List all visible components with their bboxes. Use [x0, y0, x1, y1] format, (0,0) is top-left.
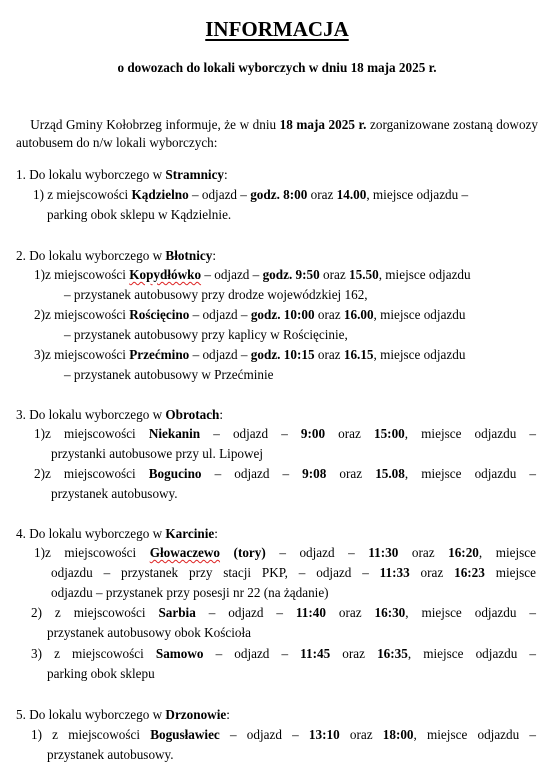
route-place-label: , miejsce odjazdu: [378, 267, 471, 282]
route-line: [31, 646, 536, 662]
route-time-2: 18:00: [382, 727, 414, 742]
route-place-label: miejsce: [484, 565, 536, 580]
route-time-1: godz. 10:15: [250, 347, 315, 362]
route-time-2: 14.00: [336, 187, 367, 202]
route-time-2: 16.15: [343, 347, 374, 362]
route-time-2: 16:30: [374, 605, 406, 620]
route-town: Rościęcino: [129, 307, 190, 322]
route-depart: – odjazd –: [201, 466, 303, 481]
route-line: [34, 545, 536, 561]
route-and: oraz: [326, 466, 376, 481]
route-place-label: , miejsce: [478, 545, 537, 560]
route-prefix: 1)z miejscowości: [34, 545, 150, 560]
route-and: oraz: [319, 267, 350, 282]
route-time-1: 9:00: [300, 426, 326, 441]
route-and: oraz: [330, 646, 378, 661]
route-depart: – odjazd –: [203, 646, 301, 661]
route-and: oraz: [314, 307, 344, 322]
route-town: Bogusławiec: [150, 727, 220, 742]
route-place-label: , miejsce odjazdu: [373, 307, 466, 322]
route-place-label: , miejsce odjazdu –: [407, 646, 537, 661]
route-and: oraz: [339, 727, 383, 742]
route-town: Kopydłówko: [129, 267, 202, 282]
route-prefix: 2)z miejscowości: [34, 307, 130, 322]
route-time-2: 15.50: [349, 267, 379, 282]
document-subtitle: o dowozach do lokali wyborczych w dniu 18 maja 2025 r.: [117, 60, 437, 75]
section-heading: [16, 167, 228, 183]
route-time-1: 11:30: [368, 545, 399, 560]
heading-suffix: :: [212, 248, 216, 263]
heading-suffix: :: [226, 707, 230, 722]
route-time-1: godz. 9:50: [262, 267, 320, 282]
route-and: oraz: [325, 605, 375, 620]
route-place-label: , miejsce odjazdu –: [404, 466, 536, 481]
route-time-3: 11:33: [379, 565, 410, 580]
route-and: oraz: [325, 426, 374, 441]
heading-place: Karcinie: [165, 526, 215, 541]
route-time-2: 16:20: [448, 545, 479, 560]
route-time-4: 16:23: [454, 565, 485, 580]
section-heading: [16, 248, 216, 264]
route-depart: – odjazd –: [189, 307, 251, 322]
route-time-2: 15:00: [373, 426, 405, 441]
route-and: oraz: [409, 565, 455, 580]
route-time-2: 16.00: [343, 307, 374, 322]
heading-suffix: :: [219, 407, 224, 422]
route-place-label: , miejsce odjazdu: [373, 347, 466, 362]
route-line: [31, 605, 536, 621]
intro-text-end: zorganizowane zostaną dowozy autobusem do n/w lokali wyborczych:: [16, 117, 538, 150]
route-prefix: 3)z miejscowości: [34, 347, 130, 362]
document-title: INFORMACJA: [205, 17, 349, 41]
route-place: przystanek autobusowy obok Kościoła: [47, 625, 252, 640]
route-town: Głowaczewo: [149, 545, 221, 560]
route-place: przystanek autobusowy.: [47, 747, 174, 762]
heading-prefix: 1. Do lokalu wyborczego w: [16, 167, 166, 182]
route-time-1: godz. 8:00: [250, 187, 308, 202]
route-line: [34, 466, 536, 482]
route-town: Sarbia: [158, 605, 196, 620]
intro-paragraph: [16, 116, 538, 152]
heading-place: Błotnicy: [165, 248, 213, 263]
route-prefix: 3) z miejscowości: [31, 646, 156, 661]
heading-prefix: 4. Do lokalu wyborczego w: [16, 526, 166, 541]
route-time-1: godz. 10:00: [250, 307, 315, 322]
route-town-note: (tory): [220, 545, 266, 560]
route-line: [31, 727, 536, 743]
route-place: przystanki autobusowe przy ul. Lipowej: [51, 446, 264, 461]
route-time-1: 13:10: [308, 727, 340, 742]
route-depart: – odjazd –: [195, 605, 296, 620]
route-prefix: 1)z miejscowości: [34, 267, 130, 282]
route-place: [51, 565, 536, 581]
route-place: parking obok sklepu: [47, 666, 155, 681]
section-heading: [16, 526, 218, 542]
heading-place: Obrotach: [165, 407, 220, 422]
section-heading: [16, 407, 223, 423]
route-place-label: , miejsce odjazdu –: [366, 187, 469, 202]
section-heading: [16, 707, 230, 723]
route-place: parking obok sklepu w Kądzielnie.: [47, 207, 232, 222]
route-place: przystanek autobusowy.: [51, 486, 178, 501]
heading-place: Stramnicy: [165, 167, 225, 182]
route-and: oraz: [307, 187, 337, 202]
route-prefix: 1)z miejscowości: [34, 426, 149, 441]
heading-prefix: 2. Do lokalu wyborczego w: [16, 248, 166, 263]
route-prefix: 2)z miejscowości: [34, 466, 149, 481]
route-line: [33, 187, 468, 203]
route-and: oraz: [398, 545, 449, 560]
route-town: Niekanin: [148, 426, 201, 441]
route-prefix: 2) z miejscowości: [31, 605, 159, 620]
route-place: – przystanek autobusowy przy kaplicy w Rościęcinie,: [64, 327, 348, 342]
route-depart: – odjazd –: [189, 347, 251, 362]
route-town: Przećmino: [129, 347, 190, 362]
route-place: odjazdu – przystanek przy posesji nr 22 (na żądanie): [51, 585, 329, 600]
route-time-2: 16:35: [377, 646, 408, 661]
route-time-2: 15.08: [375, 466, 405, 481]
heading-suffix: :: [224, 167, 228, 182]
route-prefix: 1) z miejscowości: [33, 187, 132, 202]
route-place-label: , miejsce odjazdu –: [404, 426, 536, 441]
route-depart: – odjazd –: [200, 426, 301, 441]
heading-prefix: 5. Do lokalu wyborczego w: [16, 707, 166, 722]
route-depart: – odjazd –: [188, 187, 251, 202]
route-line: [34, 426, 536, 442]
route-depart: – odjazd –: [201, 267, 263, 282]
route-line: [34, 307, 465, 323]
route-place-text: odjazdu – przystanek przy stacji PKP, – odjazd –: [51, 565, 380, 580]
route-town: Kądzielno: [131, 187, 189, 202]
route-prefix: 1) z miejscowości: [31, 727, 151, 742]
heading-suffix: :: [214, 526, 218, 541]
heading-prefix: 3. Do lokalu wyborczego w: [16, 407, 166, 422]
route-time-1: 11:45: [300, 646, 331, 661]
route-place: – przystanek autobusowy w Przećminie: [64, 367, 274, 382]
intro-text: Urząd Gminy Kołobrzeg informuje, że w dniu: [30, 117, 280, 132]
route-depart: – odjazd –: [265, 545, 369, 560]
route-time-1: 9:08: [302, 466, 327, 481]
heading-place: Drzonowie: [165, 707, 227, 722]
route-line: [34, 267, 471, 283]
route-and: oraz: [314, 347, 344, 362]
route-place-label: , miejsce odjazdu –: [413, 727, 537, 742]
route-town: Bogucino: [148, 466, 202, 481]
route-place: – przystanek autobusowy przy drodze wojewódzkiej 162,: [64, 287, 368, 302]
route-line: [34, 347, 465, 363]
route-time-1: 11:40: [295, 605, 326, 620]
route-place-label: , miejsce odjazdu –: [405, 605, 536, 620]
route-town: Samowo: [155, 646, 204, 661]
route-depart: – odjazd –: [219, 727, 309, 742]
intro-date: 18 maja 2025 r.: [279, 117, 367, 132]
